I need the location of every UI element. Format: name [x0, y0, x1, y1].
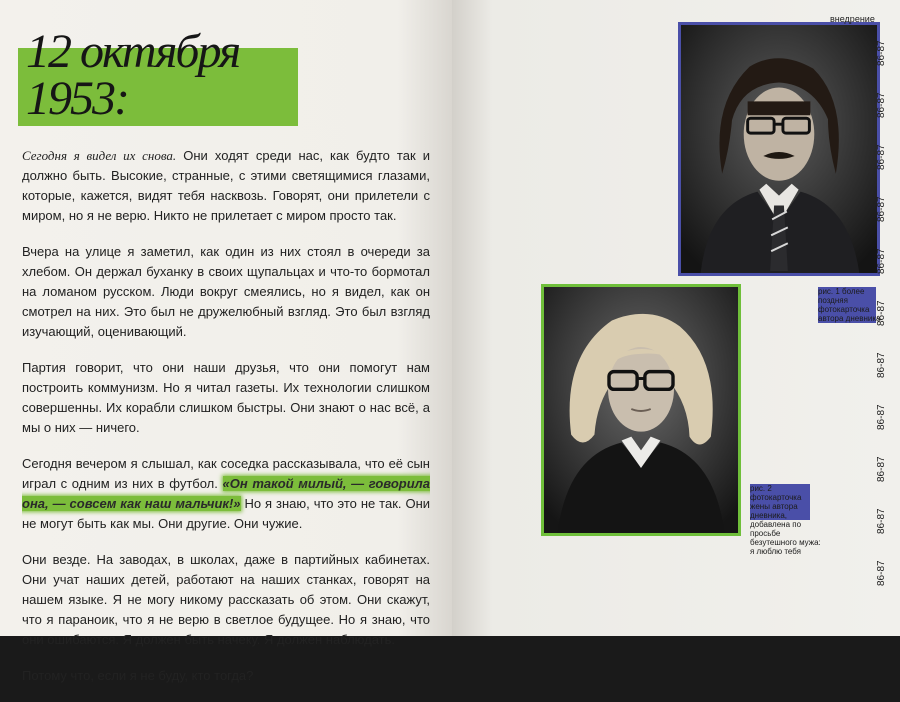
paragraph-1-lead: Сегодня я видел их снова.	[22, 148, 177, 163]
page-number-marker: 86-87	[876, 300, 887, 326]
paragraph-3: Партия говорит, что они наши друзья, что они помогут нам построить коммунизм. Но я читал газеты. Их технологии слишком совершенны. Их корабли слишком быстры. Они знают о нас всё, а мы о них — ничего.	[22, 360, 430, 435]
page-number-marker: 86-87	[876, 92, 887, 118]
paragraph-4-end: Но я знаю, что это не так. Они не могут быть как мы. Они другие. Они чужие.	[22, 496, 431, 531]
page-number-marker: 86-87	[876, 404, 887, 430]
paragraph-1	[22, 146, 430, 226]
page-number-marker: 86-87	[876, 456, 887, 482]
diary-date-title: 12 октября 1953:	[26, 25, 240, 125]
paragraph-6: Потому что, если я не буду, кто тогда?	[22, 668, 254, 683]
caption-figure-1: рис. 1 более поздняя фотокарточка автора дневника	[818, 287, 881, 323]
left-page	[0, 0, 452, 683]
page-number-marker: 86-87	[876, 560, 887, 586]
paragraph-5: Они везде. На заводах, в школах, даже в партийных кабинетах. Они учат наших детей, работают на наших станках, говорят на нашем языке. Я не могу никому рассказать об этом. Они скажут, что я параноик, что я не верю в светлое будущее. Но я знаю, что они ошибаются. Я должен быть начеку. Я должен наблюдать.	[22, 552, 430, 647]
page-number-marker: 86-87	[876, 248, 887, 274]
page-number-marker: 86-87	[876, 352, 887, 378]
page-number-marker: 86-87	[876, 508, 887, 534]
caption-figure-2: рис. 2 фотокарточка жены автора дневника, добавлена по просьбе безутешного мужа: я люблю тебя	[750, 484, 821, 556]
portrait-photo-author	[678, 22, 880, 276]
page-number-marker: 86-87	[876, 196, 887, 222]
page-number-marker: 86-87	[876, 40, 887, 66]
paragraph-4-start: Сегодня вечером я слышал, как соседка рассказывала, что её сын играл с одним из них в футбол.	[22, 456, 430, 491]
diary-entry	[22, 146, 430, 702]
page-number-marker: 86-87	[876, 144, 887, 170]
paragraph-1-text: Они ходят среди нас, как будто так и должно быть. Высокие, странные, с этими светящимися глазами, которые, кажется, видят тебя насквозь. Говорят, они прилетели с миром, но я не верю. Никто не прилетает с миром просто так.	[22, 148, 430, 223]
paragraph-4	[22, 454, 430, 534]
paragraph-2: Вчера на улице я заметил, как один из них стоял в очереди за хлебом. Он держал буханку в своих щупальцах и что-то бормотал на ломаном русском. Люди вокруг смеялись, но я видел, как он смотрел на них. Это был не дружелюбный взгляд. Это был взгляд изучающий, оценивающий.	[22, 244, 430, 339]
portrait-wife-image	[544, 287, 738, 533]
portrait-author-image	[681, 25, 877, 273]
section-label: внедрение	[830, 14, 875, 24]
highlighted-quote: «Он такой милый, — говорила она, — совсем как наш мальчик!»	[22, 476, 430, 511]
portrait-photo-wife	[541, 284, 741, 536]
